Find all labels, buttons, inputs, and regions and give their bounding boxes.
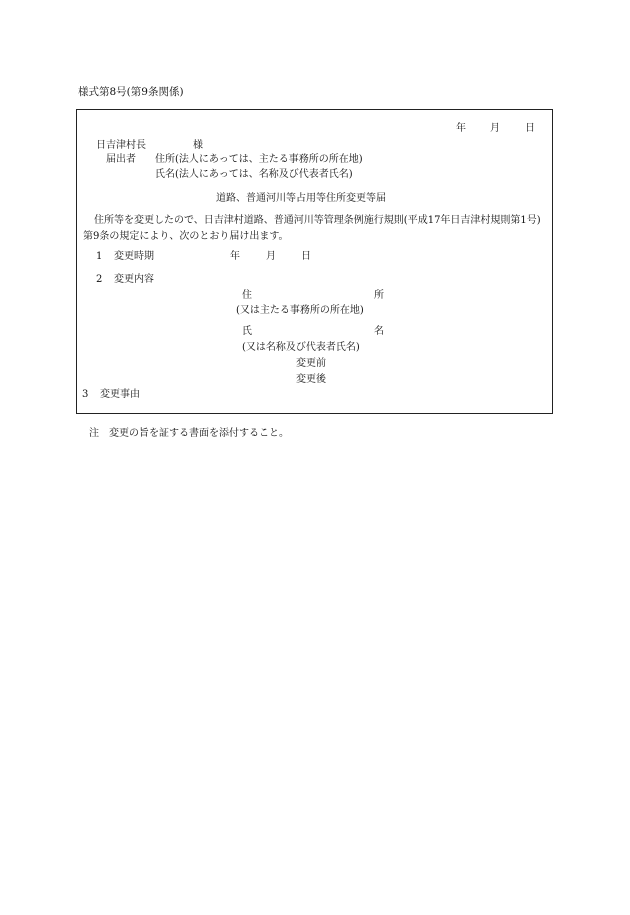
after-change-label: 変更後 bbox=[296, 374, 326, 385]
item-change-date bbox=[96, 251, 154, 263]
name-header-right: 名 bbox=[374, 326, 384, 337]
addressee-line bbox=[96, 140, 203, 152]
date-day-label: 日 bbox=[525, 123, 535, 134]
applicant-name-label: 氏名(法人にあっては、名称及び代表者氏名) bbox=[155, 169, 353, 180]
address-subheader: (又は主たる事務所の所在地) bbox=[236, 305, 364, 316]
item-label: 変更事由 bbox=[100, 389, 140, 400]
item-label: 変更時期 bbox=[114, 251, 154, 262]
item-number: 3 bbox=[82, 389, 89, 400]
name-subheader: (又は名称及び代表者氏名) bbox=[242, 342, 360, 353]
applicant-address-label: 住所(法人にあっては、主たる事務所の所在地) bbox=[155, 154, 363, 165]
date-month-label: 月 bbox=[490, 123, 500, 134]
item-change-content bbox=[96, 274, 154, 286]
item-number: 1 bbox=[96, 251, 103, 262]
applicant-label: 届出者 bbox=[106, 154, 136, 165]
date-year-label: 年 bbox=[456, 123, 466, 134]
change-day-label: 日 bbox=[301, 251, 311, 262]
footnote: 注 変更の旨を証する書面を添付すること。 bbox=[89, 428, 289, 439]
name-header bbox=[242, 326, 384, 338]
address-header-left: 住 bbox=[242, 290, 252, 301]
addressee-honorific: 様 bbox=[193, 140, 203, 151]
address-header bbox=[242, 290, 384, 302]
change-date-fields bbox=[230, 251, 311, 263]
item-label: 変更内容 bbox=[114, 274, 154, 285]
change-year-label: 年 bbox=[230, 251, 240, 262]
form-number-title: 様式第8号(第9条関係) bbox=[78, 86, 184, 98]
body-paragraph: 住所等を変更したので、日吉津村道路、普通河川等管理条例施行規則(平成17年日吉津村規則第1号)第9条の規定により、次のとおり届け出ます。 bbox=[83, 215, 541, 242]
item-number: 2 bbox=[96, 274, 103, 285]
before-change-label: 変更前 bbox=[296, 358, 326, 369]
change-month-label: 月 bbox=[266, 251, 276, 262]
document-title: 道路、普通河川等占用等住所変更等届 bbox=[216, 193, 386, 204]
address-header-right: 所 bbox=[374, 290, 384, 301]
submission-date-row bbox=[456, 123, 535, 135]
item-change-reason bbox=[82, 389, 140, 401]
addressee-name: 日吉津村長 bbox=[96, 140, 146, 151]
name-header-left: 氏 bbox=[242, 326, 252, 337]
